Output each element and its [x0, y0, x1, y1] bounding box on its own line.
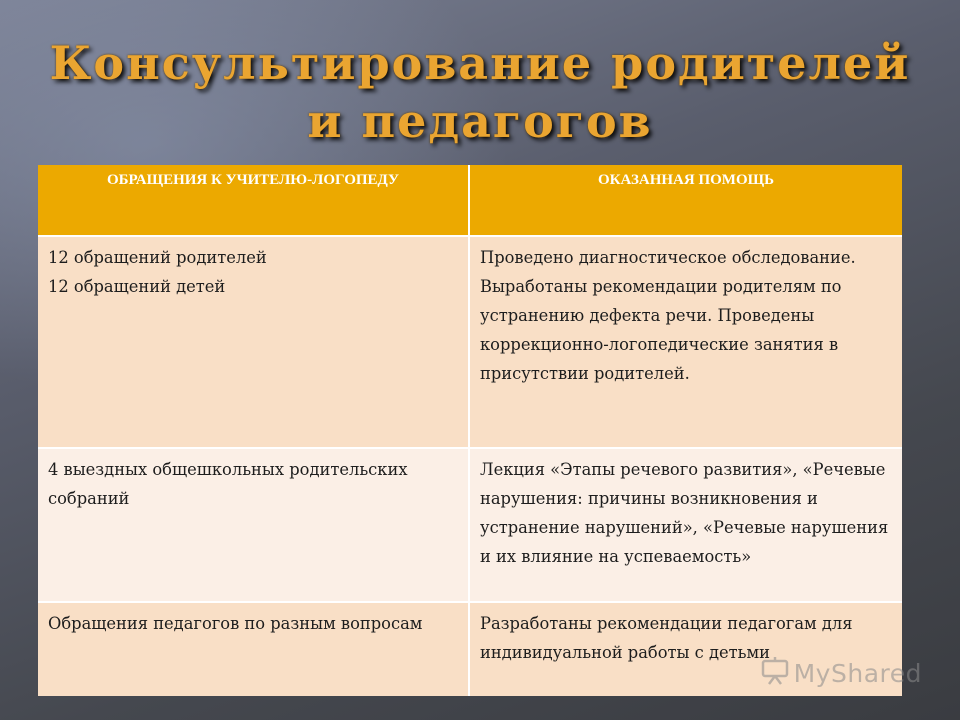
requests-line: 12 обращений родителей: [48, 248, 267, 267]
slide-title: Консультирование родителей и педагогов: [49, 36, 911, 148]
help-cell: Разработаны рекомендации педагогам для индивидуальной работы с детьми: [469, 602, 902, 696]
column-header-help: ОКАЗАННАЯ ПОМОЩЬ: [469, 165, 902, 236]
watermark: [760, 656, 922, 690]
presentation-board-icon: [760, 656, 790, 690]
consultation-table-container: [38, 165, 902, 696]
consultation-table: [38, 165, 902, 696]
help-cell: Лекция «Этапы речевого развития», «Речевые нарушения: причины возникновения и устранение нарушений», «Речевые нарушения и их влияние на успеваемость»: [469, 448, 902, 602]
requests-line: 12 обращений детей: [48, 277, 226, 296]
column-header-requests: ОБРАЩЕНИЯ К УЧИТЕЛЮ-ЛОГОПЕДУ: [38, 165, 469, 236]
table-row: [38, 448, 902, 602]
table-row: [38, 236, 902, 448]
requests-cell: Обращения педагогов по разным вопросам: [38, 602, 469, 696]
table-header-row: [38, 165, 902, 236]
requests-cell: 4 выездных общешкольных родительских собраний: [38, 448, 469, 602]
help-cell: Проведено диагностическое обследование. Выработаны рекомендации родителям по устранению дефекта речи. Проведены коррекционно-логопедические занятия в присутствии родителей.: [469, 236, 902, 448]
watermark-text: MyShared: [793, 658, 922, 688]
requests-cell: [38, 236, 469, 448]
